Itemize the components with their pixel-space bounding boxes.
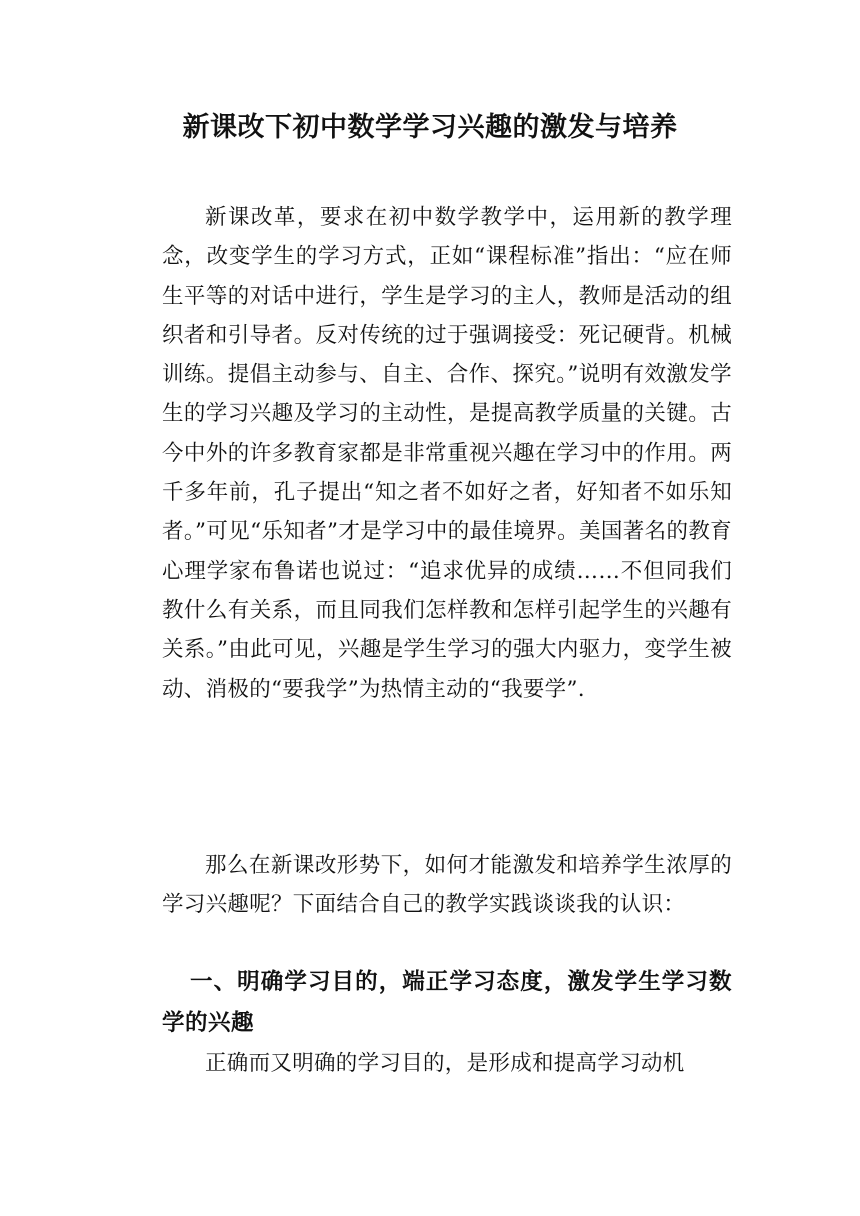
question-paragraph: 那么在新课改形势下，如何才能激发和培养学生浓厚的学习兴趣呢？下面结合自己的教学实践谈谈我的认识： <box>162 853 732 918</box>
document-title: 新课改下初中数学学习兴趣的激发与培养 <box>182 112 678 143</box>
section-1-paragraph: 正确而又明确的学习目的，是形成和提高学习动机 <box>205 1051 685 1076</box>
intro-paragraph: 新课改革，要求在初中数学教学中，运用新的教学理念，改变学生的学习方式，正如“课程标准”指出：“应在师生平等的对话中进行，学生是学习的主人，教师是活动的组织者和引导者。反对传统的过于强调接受：死记硬背。机械训练。提倡主动参与、自主、合作、探究。”说明有效激发学生的学习兴趣及学习的主动性，是提高教学质量的关键。古今中外的许多教育家都是非常重视兴趣在学习中的作用。两千多年前，孔子提出“知之者不如好之者，好知者不如乐知者。”可见“乐知者”才是学习中的最佳境界。美国著名的教育心理学家布鲁诺也说过：“追求优异的成绩……不但同我们教什么有关系，而且同我们怎样教和怎样引起学生的兴趣有关系。”由此可见，兴趣是学生学习的强大内驱力，变学生被动、消极的“要我学”为热情主动的“我要学”. <box>162 205 732 702</box>
section-heading-1: 一、明确学习目的，端正学习态度，激发学生学习数学的兴趣 <box>162 969 732 1036</box>
